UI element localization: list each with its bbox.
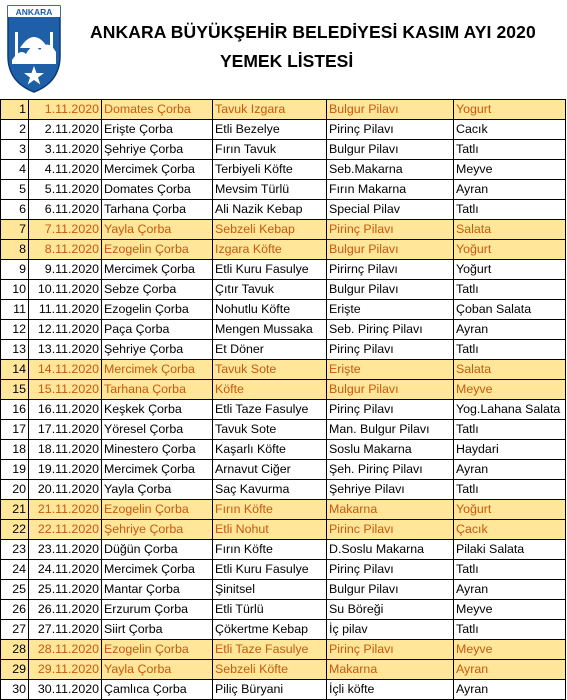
- date-cell: 11.11.2020: [29, 300, 102, 320]
- table-row: [1, 620, 566, 640]
- main-dish-cell: Çıtır Tavuk: [213, 280, 327, 300]
- main-dish-cell: Fırın Köfte: [213, 500, 327, 520]
- extra-cell: Ayran: [454, 320, 566, 340]
- side-dish-cell: Su Böreği: [327, 600, 454, 620]
- date-cell: 22.11.2020: [29, 520, 102, 540]
- row-number-cell: 28: [1, 640, 29, 660]
- row-number-cell: 30: [1, 680, 29, 700]
- date-cell: 13.11.2020: [29, 340, 102, 360]
- table-row: [1, 360, 566, 380]
- main-dish-cell: Çökertme Kebap: [213, 620, 327, 640]
- main-dish-cell: Etli Bezelye: [213, 120, 327, 140]
- main-dish-cell: Tavuk Sote: [213, 360, 327, 380]
- soup-cell: Şehriye Çorba: [102, 520, 213, 540]
- date-cell: 12.11.2020: [29, 320, 102, 340]
- table-row: [1, 680, 566, 700]
- extra-cell: Ayran: [454, 460, 566, 480]
- soup-cell: Yayla Çorba: [102, 480, 213, 500]
- main-dish-cell: Kaşarlı Köfte: [213, 440, 327, 460]
- soup-cell: Domates Çorba: [102, 100, 213, 120]
- side-dish-cell: Erişte: [327, 360, 454, 380]
- side-dish-cell: Pirinc Pilavı: [327, 520, 454, 540]
- extra-cell: Pilaki Salata: [454, 540, 566, 560]
- side-dish-cell: Pirinç Pilavı: [327, 640, 454, 660]
- row-number-cell: 11: [1, 300, 29, 320]
- main-dish-cell: Şinitsel: [213, 580, 327, 600]
- date-cell: 19.11.2020: [29, 460, 102, 480]
- row-number-cell: 20: [1, 480, 29, 500]
- row-number-cell: 10: [1, 280, 29, 300]
- row-number-cell: 5: [1, 180, 29, 200]
- table-row: [1, 320, 566, 340]
- extra-cell: Tatlı: [454, 140, 566, 160]
- ankara-logo: [6, 4, 62, 94]
- main-dish-cell: Sebzeli Kebap: [213, 220, 327, 240]
- side-dish-cell: D.Soslu Makarna: [327, 540, 454, 560]
- main-dish-cell: Et Döner: [213, 340, 327, 360]
- extra-cell: Ayran: [454, 680, 566, 700]
- side-dish-cell: Pirirnç Pilavı: [327, 260, 454, 280]
- extra-cell: Tatlı: [454, 340, 566, 360]
- date-cell: 9.11.2020: [29, 260, 102, 280]
- date-cell: 15.11.2020: [29, 380, 102, 400]
- soup-cell: Minestero Çorba: [102, 440, 213, 460]
- main-dish-cell: Etli Türlü: [213, 600, 327, 620]
- table-row: [1, 500, 566, 520]
- row-number-cell: 15: [1, 380, 29, 400]
- main-dish-cell: Nohutlu Köfte: [213, 300, 327, 320]
- side-dish-cell: Bulgur Pilavı: [327, 280, 454, 300]
- soup-cell: Tarhana Çorba: [102, 200, 213, 220]
- date-cell: 17.11.2020: [29, 420, 102, 440]
- main-dish-cell: Etli Kuru Fasulye: [213, 560, 327, 580]
- table-row: [1, 260, 566, 280]
- extra-cell: Tatlı: [454, 620, 566, 640]
- row-number-cell: 29: [1, 660, 29, 680]
- main-dish-cell: Etli Taze Fasulye: [213, 400, 327, 420]
- main-dish-cell: Etli Kuru Fasulye: [213, 260, 327, 280]
- date-cell: 24.11.2020: [29, 560, 102, 580]
- soup-cell: Çamlıca Çorba: [102, 680, 213, 700]
- side-dish-cell: Bulgur Pilavı: [327, 140, 454, 160]
- side-dish-cell: Man. Bulgur Pilavı: [327, 420, 454, 440]
- extra-cell: Yoğurt: [454, 500, 566, 520]
- soup-cell: Yöresel Çorba: [102, 420, 213, 440]
- side-dish-cell: Makarna: [327, 660, 454, 680]
- table-row: [1, 340, 566, 360]
- soup-cell: Ezogelin Çorba: [102, 300, 213, 320]
- soup-cell: Mantar Çorba: [102, 580, 213, 600]
- soup-cell: Mercimek Çorba: [102, 360, 213, 380]
- table-row: [1, 480, 566, 500]
- extra-cell: Ayran: [454, 580, 566, 600]
- soup-cell: Mercimek Çorba: [102, 460, 213, 480]
- row-number-cell: 6: [1, 200, 29, 220]
- soup-cell: Düğün Çorba: [102, 540, 213, 560]
- extra-cell: Ayran: [454, 660, 566, 680]
- side-dish-cell: Special Pilav: [327, 200, 454, 220]
- table-row: [1, 220, 566, 240]
- date-cell: 1.11.2020: [29, 100, 102, 120]
- table-row: [1, 640, 566, 660]
- side-dish-cell: İçli köfte: [327, 680, 454, 700]
- date-cell: 7.11.2020: [29, 220, 102, 240]
- extra-cell: Tatlı: [454, 480, 566, 500]
- row-number-cell: 3: [1, 140, 29, 160]
- extra-cell: Salata: [454, 220, 566, 240]
- table-row: [1, 540, 566, 560]
- side-dish-cell: Seb. Pirinç Pilavı: [327, 320, 454, 340]
- extra-cell: Çoban Salata: [454, 300, 566, 320]
- side-dish-cell: Erişte: [327, 300, 454, 320]
- extra-cell: Yogurt: [454, 100, 566, 120]
- side-dish-cell: Soslu Makarna: [327, 440, 454, 460]
- page-header: [0, 0, 567, 99]
- side-dish-cell: Pirinç Pilavı: [327, 340, 454, 360]
- table-row: [1, 140, 566, 160]
- date-cell: 14.11.2020: [29, 360, 102, 380]
- page-subtitle: YEMEK LİSTESİ: [220, 51, 354, 71]
- soup-cell: Şehriye Çorba: [102, 340, 213, 360]
- table-row: [1, 440, 566, 460]
- main-dish-cell: Mengen Mussaka: [213, 320, 327, 340]
- side-dish-cell: Şeh. Pirinç Pilavı: [327, 460, 454, 480]
- row-number-cell: 2: [1, 120, 29, 140]
- main-dish-cell: Izgara Köfte: [213, 240, 327, 260]
- side-dish-cell: Bulgur Pilavı: [327, 380, 454, 400]
- date-cell: 6.11.2020: [29, 200, 102, 220]
- row-number-cell: 12: [1, 320, 29, 340]
- date-cell: 8.11.2020: [29, 240, 102, 260]
- row-number-cell: 16: [1, 400, 29, 420]
- main-dish-cell: Arnavut Ciğer: [213, 460, 327, 480]
- side-dish-cell: Fırın Makarna: [327, 180, 454, 200]
- row-number-cell: 8: [1, 240, 29, 260]
- extra-cell: Haydari: [454, 440, 566, 460]
- row-number-cell: 22: [1, 520, 29, 540]
- row-number-cell: 19: [1, 460, 29, 480]
- main-dish-cell: Terbiyeli Köfte: [213, 160, 327, 180]
- extra-cell: Tatlı: [454, 560, 566, 580]
- row-number-cell: 14: [1, 360, 29, 380]
- side-dish-cell: Seb.Makarna: [327, 160, 454, 180]
- table-row: [1, 460, 566, 480]
- main-dish-cell: Fırın Köfte: [213, 540, 327, 560]
- date-cell: 4.11.2020: [29, 160, 102, 180]
- row-number-cell: 18: [1, 440, 29, 460]
- date-cell: 20.11.2020: [29, 480, 102, 500]
- date-cell: 10.11.2020: [29, 280, 102, 300]
- soup-cell: Siirt Çorba: [102, 620, 213, 640]
- extra-cell: Meyve: [454, 640, 566, 660]
- row-number-cell: 25: [1, 580, 29, 600]
- row-number-cell: 13: [1, 340, 29, 360]
- soup-cell: Sebze Çorba: [102, 280, 213, 300]
- extra-cell: Tatlı: [454, 280, 566, 300]
- date-cell: 26.11.2020: [29, 600, 102, 620]
- date-cell: 21.11.2020: [29, 500, 102, 520]
- page-title: ANKARA BÜYÜKŞEHİR BELEDİYESİ KASIM AYI 2020: [90, 22, 536, 42]
- table-row: [1, 400, 566, 420]
- date-cell: 29.11.2020: [29, 660, 102, 680]
- soup-cell: Domates Çorba: [102, 180, 213, 200]
- side-dish-cell: Şehriye Pilavı: [327, 480, 454, 500]
- table-row: [1, 120, 566, 140]
- row-number-cell: 9: [1, 260, 29, 280]
- table-row: [1, 280, 566, 300]
- extra-cell: Tatlı: [454, 200, 566, 220]
- row-number-cell: 26: [1, 600, 29, 620]
- extra-cell: Cacık: [454, 120, 566, 140]
- menu-table: [0, 99, 566, 700]
- table-row: [1, 560, 566, 580]
- main-dish-cell: Mevsim Türlü: [213, 180, 327, 200]
- table-row: [1, 580, 566, 600]
- date-cell: 28.11.2020: [29, 640, 102, 660]
- row-number-cell: 7: [1, 220, 29, 240]
- date-cell: 5.11.2020: [29, 180, 102, 200]
- table-row: [1, 240, 566, 260]
- table-row: [1, 420, 566, 440]
- table-row: [1, 520, 566, 540]
- extra-cell: Meyve: [454, 160, 566, 180]
- soup-cell: Ezogelin Çorba: [102, 240, 213, 260]
- side-dish-cell: Pirinç Pilavı: [327, 120, 454, 140]
- menu-table-body: [1, 100, 566, 700]
- extra-cell: Yoğurt: [454, 260, 566, 280]
- table-row: [1, 100, 566, 120]
- soup-cell: Mercimek Çorba: [102, 160, 213, 180]
- side-dish-cell: Pirinç Pilavı: [327, 560, 454, 580]
- main-dish-cell: Ali Nazik Kebap: [213, 200, 327, 220]
- date-cell: 3.11.2020: [29, 140, 102, 160]
- row-number-cell: 24: [1, 560, 29, 580]
- side-dish-cell: Makarna: [327, 500, 454, 520]
- extra-cell: Tatlı: [454, 420, 566, 440]
- row-number-cell: 17: [1, 420, 29, 440]
- date-cell: 2.11.2020: [29, 120, 102, 140]
- soup-cell: Yayla Çorba: [102, 660, 213, 680]
- side-dish-cell: Bulgur Pilavı: [327, 100, 454, 120]
- date-cell: 18.11.2020: [29, 440, 102, 460]
- date-cell: 27.11.2020: [29, 620, 102, 640]
- soup-cell: Ezogelin Çorba: [102, 500, 213, 520]
- extra-cell: Yoğurt: [454, 240, 566, 260]
- main-dish-cell: Etli Nohut: [213, 520, 327, 540]
- date-cell: 16.11.2020: [29, 400, 102, 420]
- main-dish-cell: Sebzeli Köfte: [213, 660, 327, 680]
- table-row: [1, 160, 566, 180]
- table-row: [1, 180, 566, 200]
- soup-cell: Erzurum Çorba: [102, 600, 213, 620]
- main-dish-cell: Saç Kavurma: [213, 480, 327, 500]
- table-row: [1, 200, 566, 220]
- soup-cell: Tarhana Çorba: [102, 380, 213, 400]
- row-number-cell: 27: [1, 620, 29, 640]
- side-dish-cell: Bulgur Pilavı: [327, 580, 454, 600]
- extra-cell: Meyve: [454, 380, 566, 400]
- soup-cell: Ezogelin Çorba: [102, 640, 213, 660]
- soup-cell: Paça Çorba: [102, 320, 213, 340]
- soup-cell: Şehriye Çorba: [102, 140, 213, 160]
- table-row: [1, 600, 566, 620]
- table-row: [1, 300, 566, 320]
- soup-cell: Mercimek Çorba: [102, 260, 213, 280]
- side-dish-cell: Pirinç Pilavı: [327, 400, 454, 420]
- extra-cell: Ayran: [454, 180, 566, 200]
- logo-text: ANKARA: [15, 7, 53, 17]
- soup-cell: Erişte Çorba: [102, 120, 213, 140]
- extra-cell: Salata: [454, 360, 566, 380]
- extra-cell: Çacık: [454, 520, 566, 540]
- date-cell: 23.11.2020: [29, 540, 102, 560]
- row-number-cell: 1: [1, 100, 29, 120]
- date-cell: 30.11.2020: [29, 680, 102, 700]
- main-dish-cell: Tavuk Izgara: [213, 100, 327, 120]
- table-row: [1, 660, 566, 680]
- main-dish-cell: Piliç Büryani: [213, 680, 327, 700]
- row-number-cell: 4: [1, 160, 29, 180]
- extra-cell: Yog.Lahana Salata: [454, 400, 566, 420]
- main-dish-cell: Etli Taze Fasulye: [213, 640, 327, 660]
- extra-cell: Meyve: [454, 600, 566, 620]
- main-dish-cell: Fırın Tavuk: [213, 140, 327, 160]
- row-number-cell: 23: [1, 540, 29, 560]
- soup-cell: Yayla Çorba: [102, 220, 213, 240]
- date-cell: 25.11.2020: [29, 580, 102, 600]
- row-number-cell: 21: [1, 500, 29, 520]
- soup-cell: Mercimek Çorba: [102, 560, 213, 580]
- main-dish-cell: Tavuk Sote: [213, 420, 327, 440]
- side-dish-cell: Bulgur Pilavı: [327, 240, 454, 260]
- side-dish-cell: İç pilav: [327, 620, 454, 640]
- table-row: [1, 380, 566, 400]
- main-dish-cell: Köfte: [213, 380, 327, 400]
- side-dish-cell: Pirinç Pilavı: [327, 220, 454, 240]
- soup-cell: Keşkek Çorba: [102, 400, 213, 420]
